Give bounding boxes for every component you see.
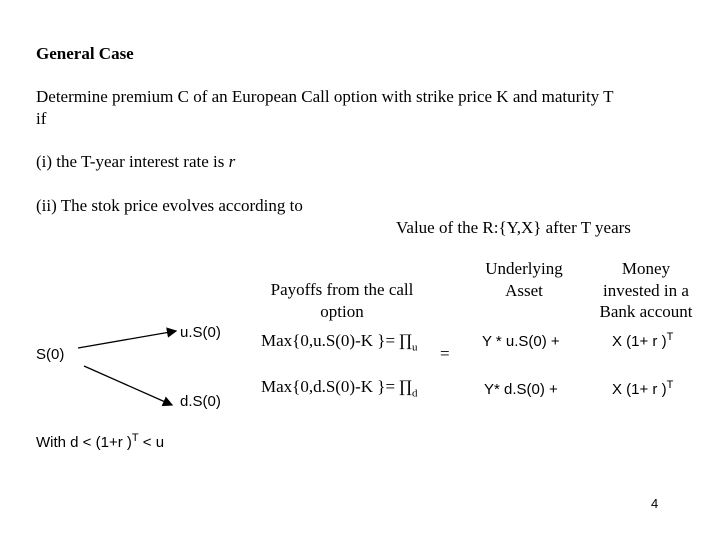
arbitrage-condition-exponent: T: [131, 432, 139, 444]
money-down-exponent: T: [666, 379, 674, 391]
value-header: Value of the R:{Y,X} after T years: [396, 218, 631, 237]
condition-stock-price: (ii) The stok price evolves according to: [36, 196, 303, 215]
interest-rate-variable: r: [228, 152, 236, 171]
tree-up-label: u.S(0): [180, 324, 221, 341]
pi-subscript-u: u: [412, 341, 418, 354]
money-up-exponent: T: [666, 331, 674, 343]
intro-line-1: Determine premium C of an European Call option with strike price K and maturity T: [36, 87, 614, 106]
underlying-header-line-1: Underlying: [485, 259, 563, 278]
tree-root-label: S(0): [36, 346, 65, 363]
slide-title: General Case: [36, 44, 134, 63]
down-branch-arrow: [84, 366, 172, 405]
arbitrage-condition: [36, 434, 164, 451]
up-branch-arrow: [78, 331, 176, 348]
pi-subscript-d: d: [412, 387, 418, 400]
payoffs-header: Payoffs from the call option: [270, 280, 414, 321]
arbitrage-condition-right: < u: [138, 434, 165, 451]
pi-symbol: ∏: [399, 377, 413, 396]
underlying-header-line-2: Asset: [505, 281, 543, 300]
money-header-line-2: invested in a: [603, 281, 689, 300]
equals-sign: =: [440, 344, 450, 363]
intro-line-2: if: [36, 109, 47, 128]
money-down-base: X (1+ r ): [612, 381, 667, 398]
money-header-line-1: Money: [621, 259, 671, 278]
underlying-up-value: Y * u.S(0) +: [482, 333, 560, 350]
arbitrage-condition-left: With d < (1+r ): [36, 434, 132, 451]
payoff-down-text: Max{0,d.S(0)-K }=: [261, 377, 400, 396]
payoff-down: [261, 377, 418, 400]
money-down-value: [612, 381, 673, 398]
condition-interest-rate-text: (i) the T-year interest rate is: [36, 152, 225, 171]
underlying-down-value: Y* d.S(0) +: [484, 381, 558, 398]
money-up-base: X (1+ r ): [612, 333, 667, 350]
payoff-up: [261, 331, 418, 354]
page-number: 4: [651, 496, 659, 511]
tree-down-label: d.S(0): [180, 393, 221, 410]
payoff-up-text: Max{0,u.S(0)-K }=: [261, 331, 400, 350]
pi-symbol: ∏: [399, 331, 413, 350]
money-up-value: [612, 333, 673, 350]
money-header-line-3: Bank account: [599, 302, 693, 321]
